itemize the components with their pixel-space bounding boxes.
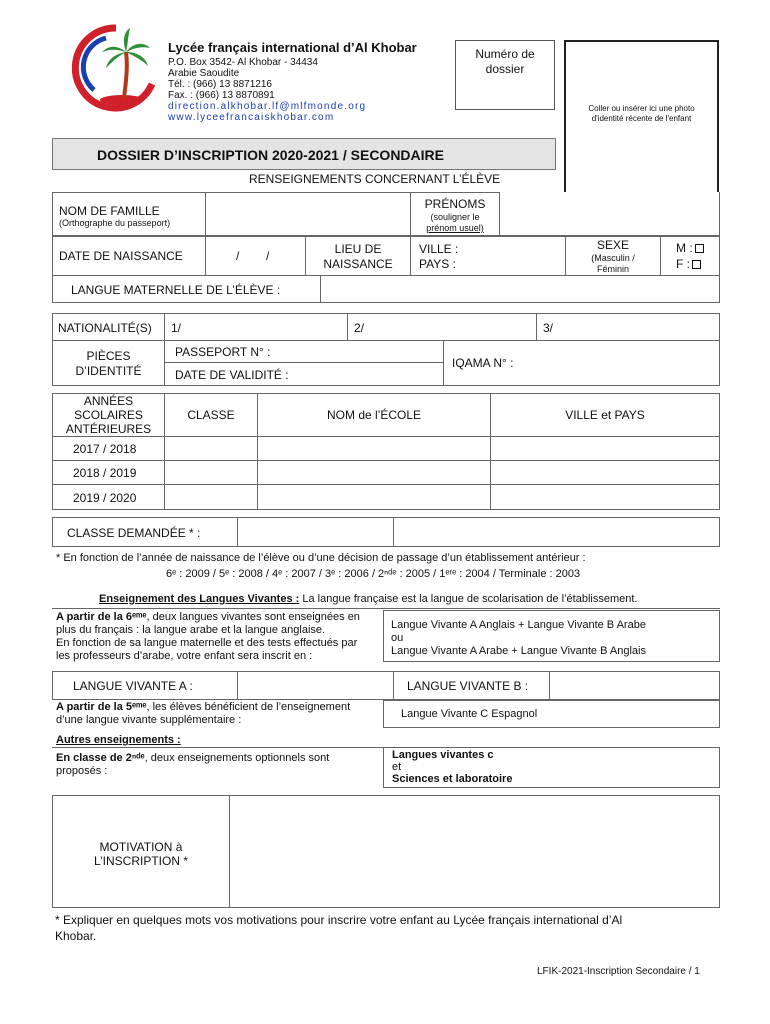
- history-classe-cell[interactable]: [164, 460, 258, 485]
- prenoms-field[interactable]: [499, 192, 720, 236]
- nationalite-label: NATIONALITÉ(S): [58, 321, 152, 335]
- history-years-header: [52, 393, 165, 437]
- photo-box[interactable]: [564, 40, 719, 208]
- sexe-f-checkbox[interactable]: [692, 260, 701, 269]
- address-line-2: Arabie Saoudite: [168, 68, 240, 79]
- ville-pays-field[interactable]: [410, 236, 566, 276]
- history-year-cell: [52, 436, 165, 461]
- page-footer: LFIK-2021-Inscription Secondaire / 1: [537, 966, 700, 977]
- history-ville-header: [490, 393, 720, 437]
- history-classe-cell[interactable]: [164, 436, 258, 461]
- motivation-label-2: L’INSCRIPTION *: [93, 854, 189, 868]
- age-footnote: * En fonction de l’année de naissance de l’élève ou d’une décision de passage d’un établissement antérieur :: [56, 552, 586, 564]
- langues-left-1: , deux langues vivantes sont enseignées en: [146, 611, 360, 623]
- autres-option-1: Langues vivantes c: [392, 749, 494, 761]
- title-banner: [52, 138, 556, 170]
- langues-top-rule: [52, 608, 720, 609]
- langues-heading: [99, 593, 637, 605]
- nationalite-3-field[interactable]: [536, 313, 720, 341]
- phone-number: Tél. : (966) 13 8871216: [168, 79, 272, 90]
- langue-maternelle-field[interactable]: [320, 275, 720, 303]
- school-logo: [72, 22, 160, 114]
- classe-demandee-label: CLASSE DEMANDÉE * :: [67, 526, 201, 540]
- motivation-note-2: Khobar.: [55, 929, 97, 943]
- age-footnote-grades: 6ᵉ : 2009 / 5ᵉ : 2008 / 4ᵉ : 2007 / 3ᵉ : 2006 / 2ⁿᵈᵉ : 2005 / 1ᵉʳᵉ : 2004 / Terminale : 2003: [166, 568, 581, 580]
- history-ecole-header-label: NOM de l’ÉCOLE: [326, 408, 422, 422]
- nationalite-label-cell: [52, 313, 165, 341]
- pays-label: PAYS :: [419, 257, 456, 271]
- nom-label-cell: [52, 192, 206, 236]
- website-link[interactable]: www.lyceefrancaiskhobar.com: [168, 112, 335, 123]
- fifth-grade-2: d’une langue vivante supplémentaire :: [56, 714, 242, 726]
- autres-seconde-bold: En classe de 2ⁿᵈᵉ: [56, 752, 145, 764]
- lvc-box: [383, 700, 720, 728]
- pieces-label-cell: [52, 340, 165, 386]
- lva-field[interactable]: [237, 671, 394, 700]
- langues-option-1: Langue Vivante A Anglais + Langue Vivante B Arabe: [391, 619, 646, 631]
- history-ecole-header: [257, 393, 491, 437]
- classe-demandee-field[interactable]: [237, 517, 394, 547]
- nationalite-2-label: 2/: [354, 321, 365, 335]
- sexe-field: [660, 236, 720, 276]
- history-years-header-2: SCOLAIRES: [74, 408, 143, 422]
- nationalite-3-label: 3/: [543, 321, 554, 335]
- langues-left-4: les professeurs d’arabe, votre enfant sera inscrit en :: [56, 650, 313, 662]
- history-year-cell: [52, 484, 165, 510]
- lvb-label-cell: [393, 671, 550, 700]
- history-year-label: 2017 / 2018: [73, 442, 137, 456]
- passeport-field[interactable]: [164, 340, 444, 363]
- nom-sublabel: (Orthographe du passeport): [59, 218, 171, 228]
- dob-field[interactable]: [205, 236, 306, 276]
- email-link[interactable]: direction.alkhobar.lf@mlfmonde.org: [168, 101, 367, 112]
- history-ville-cell[interactable]: [490, 436, 720, 461]
- sexe-label-cell: [565, 236, 661, 276]
- langues-options-box: [383, 610, 720, 662]
- autres-option-2: Sciences et laboratoire: [392, 773, 513, 785]
- page-title: DOSSIER D’INSCRIPTION 2020-2021 / SECONDAIRE: [97, 147, 444, 163]
- classe-demandee-filler: [393, 517, 720, 547]
- passeport-label: PASSEPORT N° :: [175, 345, 271, 359]
- prenoms-sublabel-2: prénom usuel): [426, 223, 484, 233]
- dob-separators: / /: [236, 249, 270, 263]
- history-ecole-cell[interactable]: [257, 484, 491, 510]
- motivation-label-cell: [52, 795, 230, 908]
- history-years-header-1: ANNÉES: [83, 394, 134, 408]
- iqama-label: IQAMA N° :: [452, 356, 514, 370]
- lvb-field[interactable]: [549, 671, 720, 700]
- fifth-grade-bold: A partir de la 5ᵉᵐᵉ: [56, 701, 147, 713]
- prenoms-label-cell: [410, 192, 500, 236]
- history-ecole-cell[interactable]: [257, 436, 491, 461]
- sexe-label: SEXE: [596, 238, 629, 252]
- motivation-note-1: * Expliquer en quelques mots vos motivations pour inscrire votre enfant au Lycée français international d’Al: [55, 913, 623, 927]
- history-ville-cell[interactable]: [490, 484, 720, 510]
- dossier-number-box[interactable]: [455, 40, 555, 110]
- history-years-header-3: ANTÉRIEURES: [65, 422, 152, 436]
- lieu-label-cell: [305, 236, 411, 276]
- langues-heading-bold: Enseignement des Langues Vivantes :: [99, 593, 300, 605]
- history-year-label: 2019 / 2020: [73, 491, 137, 505]
- validite-label: DATE DE VALIDITÉ :: [175, 368, 289, 382]
- pieces-label-1: PIÈCES: [86, 349, 131, 363]
- lvc-label: Langue Vivante C Espagnol: [401, 708, 538, 720]
- history-year-cell: [52, 460, 165, 485]
- sexe-sublabel-2: Féminin: [596, 264, 629, 274]
- sexe-f-label: F :: [676, 257, 690, 271]
- langues-option-or: ou: [391, 632, 404, 644]
- autres-option-and: et: [392, 761, 402, 773]
- lva-label: LANGUE VIVANTE A :: [73, 679, 193, 693]
- history-classe-cell[interactable]: [164, 484, 258, 510]
- nom-label: NOM DE FAMILLE: [59, 204, 160, 218]
- sexe-f-option[interactable]: [676, 257, 701, 271]
- history-classe-header-label: CLASSE: [187, 408, 235, 422]
- nationalite-1-label: 1/: [171, 321, 182, 335]
- pieces-label-2: D’IDENTITÉ: [75, 364, 142, 378]
- langues-left-text: [56, 611, 376, 663]
- dob-label: DATE DE NAISSANCE: [59, 249, 183, 263]
- dossier-number-label: Numéro de dossier: [475, 47, 535, 76]
- dob-label-cell: [52, 236, 206, 276]
- langues-option-2: Langue Vivante A Arabe + Langue Vivante B Anglais: [391, 645, 646, 657]
- address-line-1: P.O. Box 3542- Al Khobar - 34434: [168, 57, 318, 68]
- langues-heading-rest: La langue française est la langue de scolarisation de l’établissement.: [299, 593, 638, 605]
- classe-demandee-label-cell: [52, 517, 238, 547]
- photo-box-text: Coller ou insérer ici une photo d'identité récente de l'enfant: [588, 104, 695, 123]
- autres-options-box: [383, 747, 720, 788]
- lvb-label: LANGUE VIVANTE B :: [407, 679, 529, 693]
- lieu-label-2: NAISSANCE: [323, 257, 393, 271]
- autres-left-text: [56, 752, 376, 778]
- iqama-field[interactable]: [443, 340, 720, 386]
- autres-heading: Autres enseignements :: [56, 734, 181, 746]
- nationalite-1-field[interactable]: [164, 313, 348, 341]
- prenoms-label: PRÉNOMS: [424, 197, 486, 211]
- fifth-grade-1: , les élèves bénéficient de l’enseignement: [146, 701, 351, 713]
- langue-maternelle-label: LANGUE MATERNELLE DE L’ÉLÈVE :: [71, 283, 281, 297]
- history-ville-cell[interactable]: [490, 460, 720, 485]
- sexe-m-checkbox[interactable]: [695, 244, 704, 253]
- sexe-m-option[interactable]: [676, 241, 704, 255]
- nom-field[interactable]: [205, 192, 411, 236]
- langues-left-3: En fonction de sa langue maternelle et des tests effectués par: [56, 637, 358, 649]
- fifth-grade-text: [56, 701, 386, 727]
- langues-sixth-bold: A partir de la 6ᵉᵐᵉ: [56, 611, 147, 623]
- history-year-label: 2018 / 2019: [73, 466, 137, 480]
- sexe-sublabel-1: (Masculin /: [591, 253, 635, 263]
- history-classe-header: [164, 393, 258, 437]
- fax-number: Fax. : (966) 13 8870891: [168, 90, 275, 101]
- lva-label-cell: [52, 671, 238, 700]
- motivation-label-1: MOTIVATION à: [99, 840, 183, 854]
- sexe-m-label: M :: [676, 241, 693, 255]
- ville-label: VILLE :: [419, 242, 459, 256]
- motivation-field[interactable]: [229, 795, 720, 908]
- autres-left-2: proposés :: [56, 765, 108, 777]
- langues-left-2: plus du français : la langue arabe et la langue anglaise.: [56, 624, 326, 636]
- autres-left-1: , deux enseignements optionnels sont: [144, 752, 330, 764]
- langue-maternelle-label-cell: [52, 275, 321, 303]
- nationalite-2-field[interactable]: [347, 313, 537, 341]
- prenoms-sublabel-1: (souligner le: [430, 212, 480, 222]
- section-subtitle: RENSEIGNEMENTS CONCERNANT L’ÉLÈVE: [249, 172, 501, 186]
- lieu-label-1: LIEU DE: [334, 242, 382, 256]
- history-ecole-cell[interactable]: [257, 460, 491, 485]
- validite-field[interactable]: [164, 362, 444, 386]
- history-ville-header-label: VILLE et PAYS: [565, 408, 645, 422]
- school-name: Lycée français international d’Al Khobar: [168, 40, 417, 55]
